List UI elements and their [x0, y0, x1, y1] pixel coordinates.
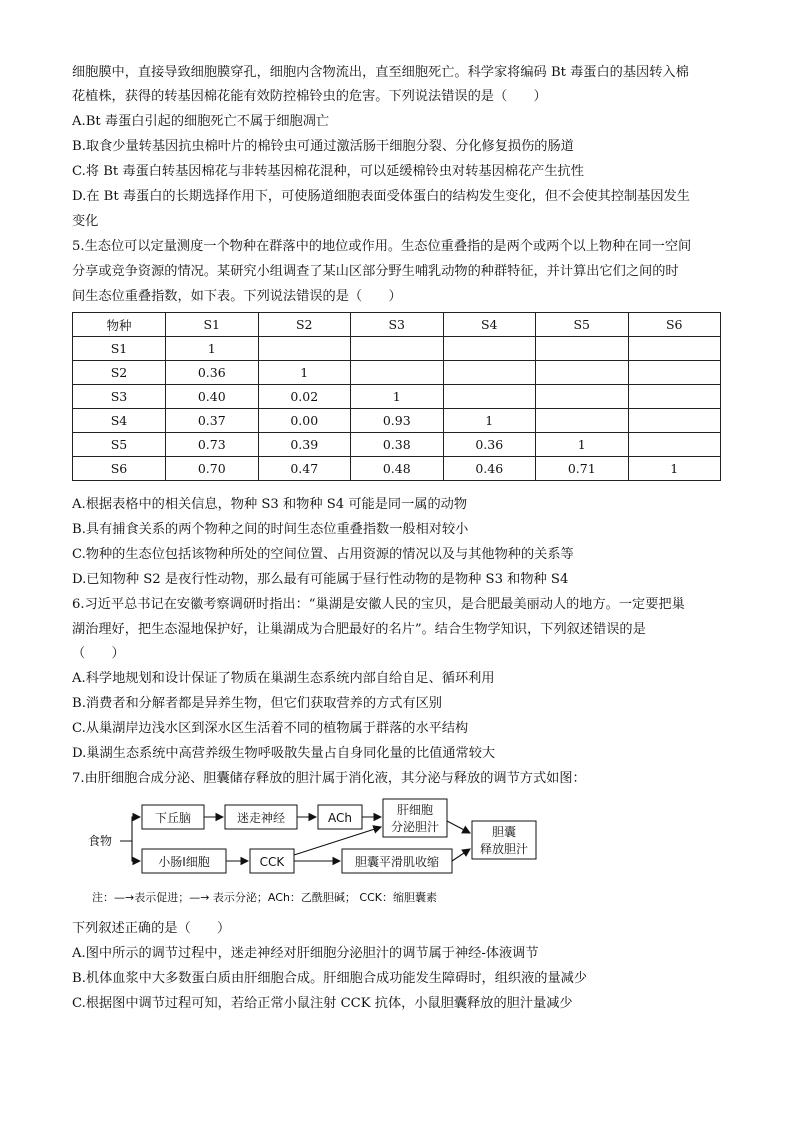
table-cell	[443, 361, 536, 385]
table-cell: 0.00	[258, 409, 351, 433]
label-ach: ACh	[328, 811, 352, 825]
table-row	[73, 385, 721, 409]
table-cell	[628, 385, 721, 409]
table-cell: 0.48	[351, 457, 444, 481]
q5-option-b: B.具有捕食关系的两个物种之间的时间生态位重叠指数一般相对较小	[72, 522, 469, 537]
table-row-label: S1	[73, 337, 166, 361]
table-header-cell: S1	[166, 313, 259, 337]
q6-stem-2: 湖治理好，把生态湿地保护好，让巢湖成为合肥最好的名片”。结合生物学知识，下列叙述错误的是	[72, 622, 646, 637]
q6-stem-3: （ ）	[72, 646, 125, 661]
table-cell: 1	[628, 457, 721, 481]
table-header-cell: 物种	[73, 313, 166, 337]
table-header-row	[73, 313, 721, 337]
q7-option-b: B.机体血浆中大多数蛋白质由肝细胞合成。肝细胞合成功能发生障碍时，组织液的量减少	[72, 971, 588, 986]
table-body	[73, 337, 721, 481]
table-cell	[536, 337, 629, 361]
intro-line-1: 细胞膜中，直接导致细胞膜穿孔，细胞内含物流出，直至细胞死亡。科学家将编码 Bt 毒蛋白的基因转入棉	[72, 65, 689, 80]
table-row-label: S5	[73, 433, 166, 457]
q6-option-a: A.科学地规划和设计保证了物质在巢湖生态系统内部自给自足、循环利用	[72, 671, 495, 686]
table-cell	[628, 361, 721, 385]
q7-prompt: 下列叙述正确的是（ ）	[72, 921, 231, 936]
q5-stem-3: 间生态位重叠指数，如下表。下列说法错误的是（ ）	[72, 289, 402, 304]
q7-stem: 7.由肝细胞合成分泌、胆囊储存释放的胆汁属于消化液，其分泌与释放的调节方式如图：	[72, 771, 586, 786]
table-cell: 0.46	[443, 457, 536, 481]
table-row	[73, 433, 721, 457]
q4-option-b: B.取食少量转基因抗虫棉叶片的棉铃虫可通过激活肠干细胞分裂、分化修复损伤的肠道	[72, 139, 574, 154]
table-row	[73, 361, 721, 385]
q5-option-a: A.根据表格中的相关信息，物种 S3 和物种 S4 可能是同一属的动物	[72, 497, 468, 512]
table-header-cell: S6	[628, 313, 721, 337]
table-cell	[258, 337, 351, 361]
table-cell: 1	[166, 337, 259, 361]
table-cell: 0.37	[166, 409, 259, 433]
table-cell	[628, 409, 721, 433]
q4-option-d-cont: 变化	[72, 214, 99, 229]
q4-option-c: C.将 Bt 毒蛋白转基因棉花与非转基因棉花混种，可以延缓棉铃虫对转基因棉花产生抗性	[72, 164, 584, 179]
label-cck: CCK	[259, 855, 285, 869]
label-liver-2: 分泌胆汁	[390, 820, 440, 834]
table-row-label: S4	[73, 409, 166, 433]
q6-option-c: C.从巢湖岸边浅水区到深水区生活着不同的植物属于群落的水平结构	[72, 721, 469, 736]
table-cell: 0.70	[166, 457, 259, 481]
table-cell: 0.39	[258, 433, 351, 457]
q6-option-d: D.巢湖生态系统中高营养级生物呼吸散失量占自身同化量的比值通常较大	[72, 746, 496, 761]
table-cell	[443, 385, 536, 409]
table-cell: 0.02	[258, 385, 351, 409]
table-cell	[351, 337, 444, 361]
arrow-food-branch	[120, 817, 140, 841]
q4-option-a: A.Bt 毒蛋白引起的细胞死亡不属于细胞凋亡	[72, 114, 330, 129]
q4-option-d: D.在 Bt 毒蛋白的长期选择作用下，可使肠道细胞表面受体蛋白的结构发生变化，但不会使其控制基因发生	[72, 189, 690, 204]
table-cell: 0.40	[166, 385, 259, 409]
q6-stem-1: 6.习近平总书记在安徽考察调研时指出：“巢湖是安徽人民的宝贝，是合肥最美丽动人的地方。一定要把巢	[72, 597, 685, 612]
q5-option-d: D.已知物种 S2 是夜行性动物，那么最有可能属于昼行性动物的是物种 S3 和物种 S4	[72, 572, 569, 587]
table-row-label: S2	[73, 361, 166, 385]
arrow-cck-liver	[294, 827, 381, 855]
table-cell: 1	[258, 361, 351, 385]
table-cell	[536, 385, 629, 409]
label-food: 食物	[88, 834, 113, 848]
q7-option-a: A.图中所示的调节过程中，迷走神经对肝细胞分泌胆汁的调节属于神经-体液调节	[72, 946, 539, 961]
q7-option-c: C.根据图中调节过程可知，若给正常小鼠注射 CCK 抗体，小鼠胆囊释放的胆汁量减少	[72, 996, 573, 1011]
label-hypothalamus: 下丘脑	[154, 811, 192, 825]
table-cell	[628, 337, 721, 361]
table-header-cell: S4	[443, 313, 536, 337]
label-liver-1: 肝细胞	[396, 803, 434, 817]
diagram-note: 注：—→表示促进；—→ 表示分泌；ACh：乙酰胆碱； CCK：缩胆囊素	[92, 891, 437, 904]
arrow-muscle-gallbladder	[452, 849, 470, 861]
table-cell: 0.71	[536, 457, 629, 481]
table-row	[73, 337, 721, 361]
table-row	[73, 409, 721, 433]
table-header-cell: S3	[351, 313, 444, 337]
q6-option-b: B.消费者和分解者都是异养生物，但它们获取营养的方式有区别	[72, 696, 442, 711]
table-header-cell: S2	[258, 313, 351, 337]
table-cell: 1	[536, 433, 629, 457]
q5-option-c: C.物种的生态位包括该物种所处的空间位置、占用资源的情况以及与其他物种的关系等	[72, 547, 574, 562]
table-cell	[443, 337, 536, 361]
table-cell: 0.47	[258, 457, 351, 481]
table-cell	[536, 361, 629, 385]
table-cell: 0.38	[351, 433, 444, 457]
arrow-liver-gallbladder	[447, 821, 470, 833]
niche-overlap-table	[72, 312, 721, 481]
label-vagus: 迷走神经	[236, 811, 286, 825]
label-gallbladder-2: 释放胆汁	[479, 842, 529, 856]
intro-line-2: 花植株，获得的转基因棉花能有效防控棉铃虫的危害。下列说法错误的是（ ）	[72, 89, 547, 104]
table-cell	[351, 361, 444, 385]
table-cell: 0.73	[166, 433, 259, 457]
table-cell: 0.36	[443, 433, 536, 457]
table-cell: 0.36	[166, 361, 259, 385]
q5-stem-1: 5.生态位可以定量测度一个物种在群落中的地位或作用。生态位重叠指的是两个或两个以上物种在同一空间	[72, 239, 692, 254]
table-cell: 1	[351, 385, 444, 409]
label-gallbladder-1: 胆囊	[491, 825, 517, 839]
table-header-cell: S5	[536, 313, 629, 337]
label-muscle: 胆囊平滑肌收缩	[354, 855, 440, 869]
q5-stem-2: 分享或竞争资源的情况。某研究小组调查了某山区部分野生哺乳动物的种群特征，并计算出它们之间的时	[72, 264, 679, 279]
label-intestine: 小肠Ⅰ细胞	[158, 855, 210, 869]
table-cell: 0.93	[351, 409, 444, 433]
table-row-label: S6	[73, 457, 166, 481]
table-cell	[536, 409, 629, 433]
table-cell	[628, 433, 721, 457]
table-row-label: S3	[73, 385, 166, 409]
arrow-food-branch-2	[132, 841, 140, 861]
table-row	[73, 457, 721, 481]
table-cell: 1	[443, 409, 536, 433]
